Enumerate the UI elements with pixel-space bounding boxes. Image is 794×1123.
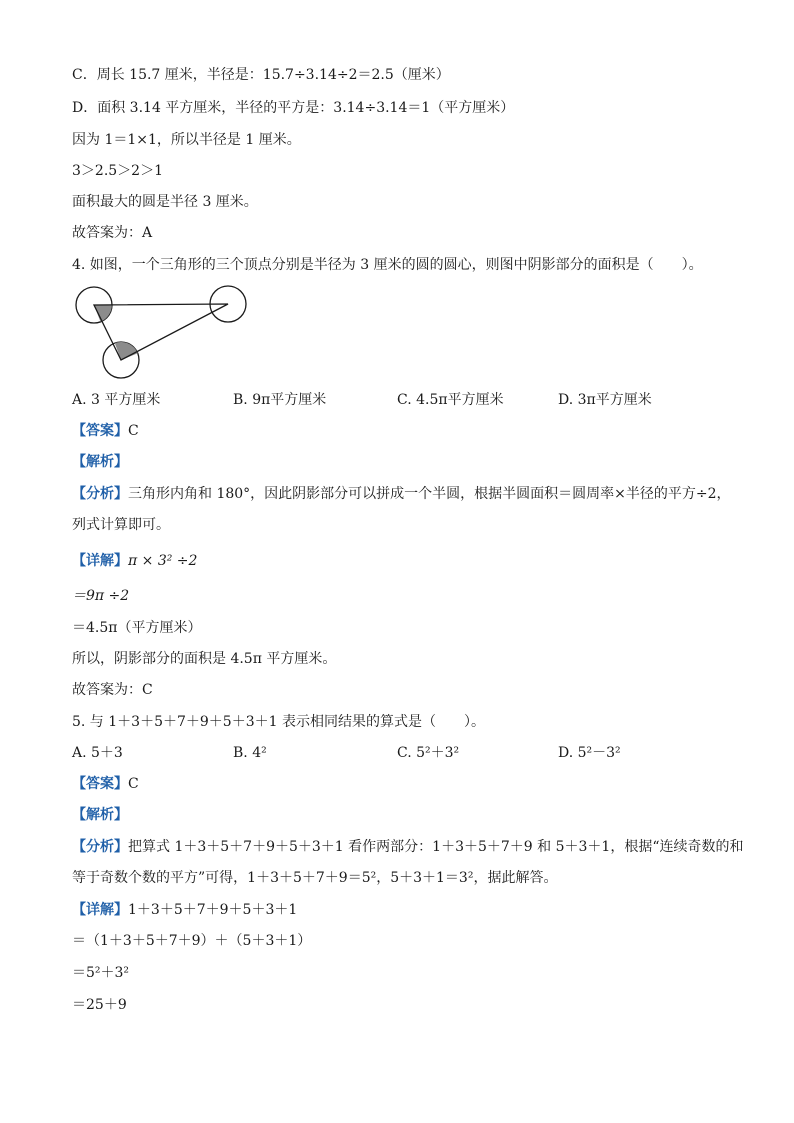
jiexi-tag: 【解析】 bbox=[72, 454, 128, 470]
option-c: C. 5²＋3² bbox=[397, 745, 460, 761]
text-line: 故答案为：A bbox=[72, 225, 153, 241]
fenxi-line bbox=[72, 485, 731, 503]
option-d: D. 5²－3² bbox=[558, 745, 621, 761]
formula-line: ＝9π ÷2 bbox=[72, 588, 130, 604]
option-c: C. 4.5π平方厘米 bbox=[397, 392, 504, 408]
answer-line bbox=[72, 775, 139, 793]
triangle-circles-figure bbox=[70, 282, 250, 382]
xiangjie-line bbox=[72, 552, 197, 570]
text-line: D．面积 3.14 平方厘米，半径的平方是：3.14÷3.14＝1（平方厘米） bbox=[72, 100, 515, 116]
fenxi-text: 三角形内角和 180°，因此阴影部分可以拼成一个半圆，根据半圆面积＝圆周率×半径的平方÷2， bbox=[128, 486, 731, 502]
fenxi-text: 把算式 1＋3＋5＋7＋9＋5＋3＋1 看作两部分：1＋3＋5＋7＋9 和 5＋3＋1，根据“连续奇数的和 bbox=[128, 839, 744, 855]
fenxi-line bbox=[72, 838, 743, 856]
option-a: A. 3 平方厘米 bbox=[72, 392, 161, 408]
xiangjie-tag: 【详解】 bbox=[72, 902, 128, 918]
option-b: B. 9π平方厘米 bbox=[233, 392, 327, 408]
xiangjie-tag: 【详解】 bbox=[72, 553, 128, 569]
text-line: 所以，阴影部分的面积是 4.5π 平方厘米。 bbox=[72, 651, 337, 667]
text-line: 等于奇数个数的平方”可得，1＋3＋5＋7＋9＝5²，5＋3＋1＝3²，据此解答。 bbox=[72, 870, 558, 886]
jiexi-tag: 【解析】 bbox=[72, 807, 128, 823]
text-line: 故答案为：C bbox=[72, 682, 153, 698]
text-line: C．周长 15.7 厘米，半径是：15.7÷3.14÷2＝2.5（厘米） bbox=[72, 67, 450, 83]
formula: 1＋3＋5＋7＋9＋5＋3＋1 bbox=[128, 902, 298, 918]
option-d: D. 3π平方厘米 bbox=[558, 392, 652, 408]
jiexi-line bbox=[72, 806, 128, 824]
question-4-stem: 4. 如图，一个三角形的三个顶点分别是半径为 3 厘米的圆的圆心，则图中阴影部分的面积是（ ）。 bbox=[72, 257, 703, 273]
answer-line bbox=[72, 422, 139, 440]
fenxi-tag: 【分析】 bbox=[72, 486, 128, 502]
formula-line: ＝4.5π（平方厘米） bbox=[72, 620, 202, 636]
answer-tag: 【答案】 bbox=[72, 776, 128, 792]
shaded-sector-top-left bbox=[94, 305, 112, 322]
question-5-stem: 5. 与 1＋3＋5＋7＋9＋5＋3＋1 表示相同结果的算式是（ ）。 bbox=[72, 714, 485, 730]
xiangjie-line bbox=[72, 901, 297, 919]
text-line: 因为 1＝1×1，所以半径是 1 厘米。 bbox=[72, 132, 301, 148]
text-line: 3＞2.5＞2＞1 bbox=[72, 163, 163, 179]
text-line: 面积最大的圆是半径 3 厘米。 bbox=[72, 194, 258, 210]
triangle bbox=[94, 304, 228, 360]
formula-line: ＝（1＋3＋5＋7＋9）＋（5＋3＋1） bbox=[72, 933, 312, 949]
jiexi-line bbox=[72, 453, 128, 471]
formula-line: ＝25＋9 bbox=[72, 997, 127, 1013]
answer-value: C bbox=[128, 776, 139, 792]
formula: π × 3² ÷2 bbox=[128, 553, 198, 569]
option-a: A. 5＋3 bbox=[72, 745, 123, 761]
answer-value: C bbox=[128, 423, 139, 439]
text-line: 列式计算即可。 bbox=[72, 517, 170, 533]
formula-line: ＝5²＋3² bbox=[72, 965, 130, 981]
fenxi-tag: 【分析】 bbox=[72, 839, 128, 855]
answer-tag: 【答案】 bbox=[72, 423, 128, 439]
option-b: B. 4² bbox=[233, 745, 267, 761]
